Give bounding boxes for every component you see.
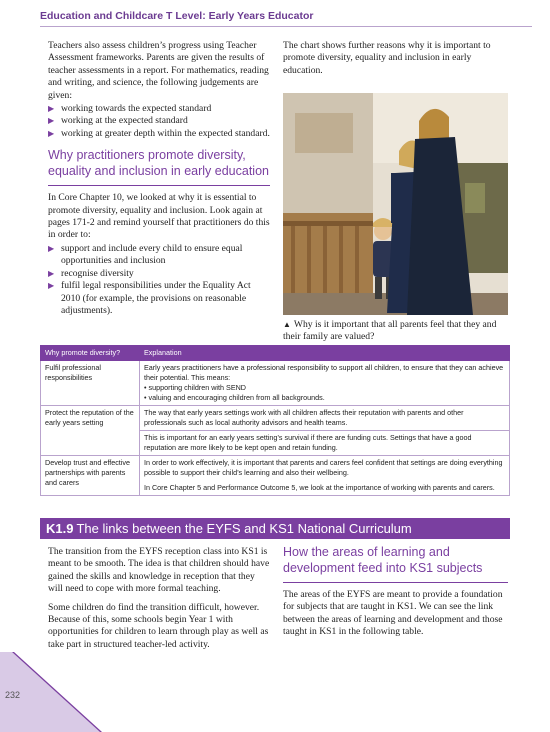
table-row — [41, 361, 510, 406]
assessment-intro: Teachers also assess children’s progress using Teacher Assessment frameworks. Parents are given the results of teacher assessments in a report. For mathematics, reading and writing, and science, the following judgements are given: — [48, 40, 269, 101]
reasons-list — [48, 243, 270, 317]
classroom-photo — [283, 93, 508, 315]
table-header: Explanation — [140, 346, 510, 361]
caption-triangle-icon: ▲ — [283, 320, 291, 329]
table-cell: Fulfil professional responsibilities — [41, 361, 140, 406]
cell-text: In order to work effectively, it is important that parents and carers feel confident that settings are doing everything possible to support their child’s learning and also their wellbeing. — [144, 458, 503, 477]
bottom-left-column — [48, 546, 270, 657]
right-column-intro — [283, 40, 508, 83]
table-header-row — [41, 346, 510, 361]
list-item: ▶ fulfil legal responsibilities under the Equality Act 2010 (for example, the provisions on reasonable adjustments). — [48, 280, 270, 317]
page-number: 232 — [5, 690, 21, 700]
table-cell: Develop trust and effective partnerships with parents and carers — [41, 456, 140, 496]
transition-paragraph-2: Some children do find the transition difficult, however. Because of this, some schools begin Year 1 with opportunities for children to learn through play as well as take part in structured teacher-led activity. — [48, 601, 269, 650]
heading-rule — [48, 185, 270, 186]
cell-bullet: • supporting children with SEND — [144, 383, 246, 392]
section-body: In Core Chapter 10, we looked at why it is essential to promote diversity, equality and inclusion. Look again at pages 171-2 and remind yourself that practitioners do this in order to: — [48, 192, 270, 241]
section-heading: How the areas of learning and development feed into KS1 subjects — [283, 545, 483, 575]
table-row — [41, 406, 510, 431]
cell-bullet: • valuing and encouraging children from all backgrounds. — [144, 393, 325, 402]
diversity-table — [40, 345, 510, 496]
heading-rule — [283, 582, 508, 583]
list-item: ▶ working at greater depth within the expected standard. — [48, 128, 270, 140]
bullet-text: supporting children with SEND — [148, 383, 246, 392]
table-header: Why promote diversity? — [41, 346, 140, 361]
photo-caption — [283, 319, 508, 344]
cell-text: In Core Chapter 5 and Performance Outcome 5, we look at the importance of working with parents and carers. — [144, 483, 495, 492]
list-item: ▶ working towards the expected standard — [48, 103, 270, 115]
banner-title: The links between the EYFS and KS1 National Curriculum — [76, 521, 412, 536]
list-item: ▶ support and include every child to ensure equal opportunities and inclusion — [48, 243, 270, 268]
left-column — [48, 40, 270, 317]
caption-text: Why is it important that all parents feel that they and their family are valued? — [283, 319, 497, 343]
section-banner — [40, 518, 510, 539]
transition-paragraph: The transition from the EYFS reception class into KS1 is meant to be smooth. The idea is that children should have gained the skills and knowledge in reception that they will need to cope with more formal teaching. — [48, 546, 270, 595]
table-row — [41, 456, 510, 496]
header-rule — [40, 26, 532, 27]
judgement-list — [48, 103, 270, 140]
bottom-right-column — [283, 541, 508, 645]
table-cell — [140, 361, 510, 406]
section-heading: Why practitioners promote diversity, equality and inclusion in early education — [48, 148, 269, 178]
bullet-text: valuing and encouraging children from all backgrounds. — [148, 393, 325, 402]
list-item: ▶ working at the expected standard — [48, 115, 270, 127]
cell-text: Early years practitioners have a professional responsibility to support all children, to ensure that they can achieve their potential. This means: — [144, 363, 504, 382]
chart-intro: The chart shows further reasons why it is important to promote diversity, equality and inclusion in early education. — [283, 40, 491, 76]
banner-number: K1.9 — [46, 521, 74, 536]
table-cell: The way that early years settings work with all children affects their reputation with parents and other professionals such as local authority advisors and health teams. — [140, 406, 510, 431]
section-body: The areas of the EYFS are meant to provide a foundation for subjects that are taught in KS1. We can see the link between the areas of learning and development and those taught in KS1 in the following table. — [283, 589, 503, 638]
corner-decoration — [0, 652, 140, 732]
table-cell: This is important for an early years setting’s survival if there are funding cuts. Settings that have a good reputation are more likely to be kept open and retain funding. — [140, 431, 510, 456]
running-header: Education and Childcare T Level: Early Years Educator — [40, 10, 314, 22]
table-cell — [140, 456, 510, 496]
list-item: ▶ recognise diversity — [48, 268, 270, 280]
table-cell: Protect the reputation of the early years setting — [41, 406, 140, 456]
